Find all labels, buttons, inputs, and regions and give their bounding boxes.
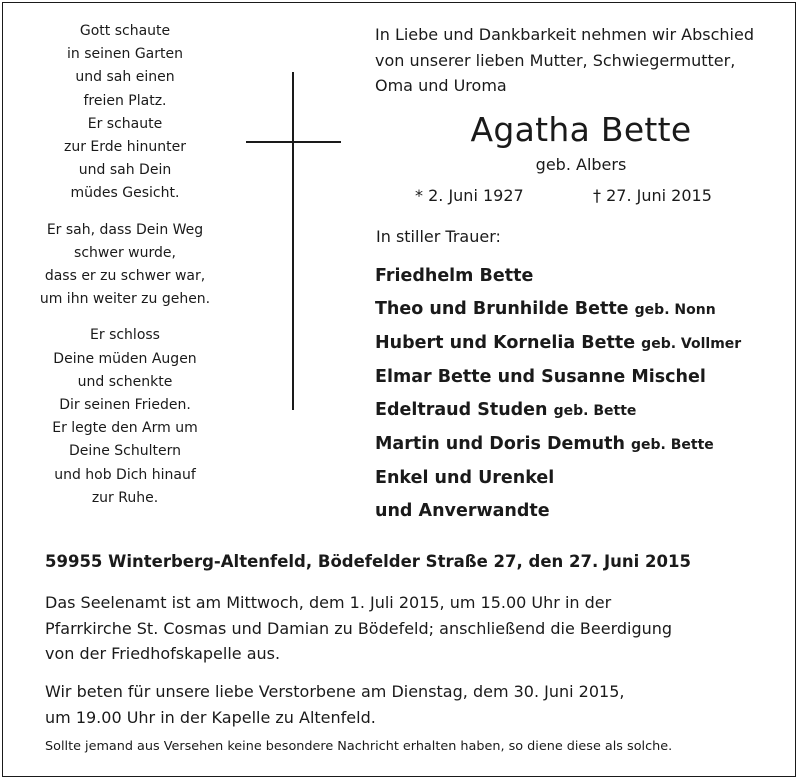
- poem-line: Er schloss: [90, 327, 160, 344]
- footnote: Sollte jemand aus Versehen keine besondere Nachricht erhalten haben, so diene diese als solche.: [45, 739, 673, 754]
- intro-line: In Liebe und Dankbarkeit nehmen wir Abschied: [375, 25, 754, 44]
- prayer-line: um 19.00 Uhr in der Kapelle zu Altenfeld.: [45, 707, 376, 727]
- poem-line: dass er zu schwer war,: [44, 268, 206, 285]
- poem-line: und sah einen: [75, 69, 175, 86]
- poem-stanza-1: [20, 20, 230, 206]
- requiem-line: Pfarrkirche St. Cosmas und Damian zu Bödefeld; anschließend die Beerdigung: [45, 618, 673, 638]
- mourner-row: [375, 394, 741, 428]
- mourner-row: [375, 260, 741, 293]
- mourner-row: [375, 361, 741, 394]
- poem-line: und hob Dich hinauf: [54, 466, 196, 483]
- poem-line: Er schaute: [87, 115, 163, 132]
- mourner-row: [375, 495, 741, 528]
- mourners-label: In stiller Trauer:: [376, 227, 501, 246]
- cross-icon-horizontal: [246, 141, 341, 143]
- mourner-row: [375, 428, 741, 462]
- mourner-maiden-name: geb. Vollmer: [641, 336, 742, 352]
- poem-line: zur Erde hinunter: [64, 139, 186, 156]
- intro-line: Oma und Uroma: [375, 76, 507, 95]
- poem-line: Dir seinen Frieden.: [59, 397, 191, 414]
- poem-line: Er legte den Arm um: [52, 420, 198, 437]
- poem-line: und sah Dein: [78, 162, 172, 179]
- birth-date: * 2. Juni 1927: [415, 186, 524, 205]
- intro-text: [375, 22, 754, 99]
- intro-line: von unserer lieben Mutter, Schwiegermutter,: [375, 50, 736, 70]
- mourner-name: und Anverwandte: [375, 501, 550, 521]
- mourner-row: [375, 462, 741, 495]
- cross-icon-vertical: [292, 72, 294, 410]
- mourner-name: Theo und Brunhilde Bette: [375, 299, 629, 319]
- poem: [20, 20, 230, 523]
- mourner-row: [375, 293, 741, 327]
- mourner-maiden-name: geb. Bette: [631, 437, 714, 453]
- poem-line: und schenkte: [77, 373, 173, 390]
- prayer-line: Wir beten für unsere liebe Verstorbene am Dienstag, dem 30. Juni 2015,: [45, 682, 625, 701]
- poem-line: in seinen Garten: [67, 46, 183, 63]
- poem-line: müdes Gesicht.: [70, 185, 180, 202]
- poem-line: zur Ruhe.: [91, 489, 159, 506]
- prayer-paragraph: [45, 679, 624, 730]
- mourner-name: Hubert und Kornelia Bette: [375, 333, 636, 353]
- poem-line: freien Platz.: [83, 92, 167, 109]
- poem-line: Gott schaute: [79, 23, 171, 39]
- poem-line: Deine müden Augen: [53, 350, 197, 367]
- mourner-maiden-name: geb. Nonn: [634, 302, 716, 318]
- maiden-name: geb. Albers: [535, 155, 627, 174]
- poem-stanza-3: [20, 324, 230, 510]
- poem-line: um ihn weiter zu gehen.: [39, 291, 211, 308]
- mourner-name: Friedhelm Bette: [375, 266, 534, 286]
- requiem-line: von der Friedhofskapelle aus.: [45, 644, 281, 663]
- poem-stanza-2: [20, 219, 230, 312]
- requiem-paragraph: [45, 590, 672, 667]
- deceased-name: Agatha Bette: [470, 110, 692, 149]
- poem-line: Deine Schultern: [69, 443, 181, 460]
- poem-line: Er sah, dass Dein Weg: [46, 221, 204, 238]
- mourners-list: [375, 260, 741, 528]
- mourner-row: [375, 327, 741, 361]
- poem-line: schwer wurde,: [74, 244, 176, 261]
- mourner-name: Elmar Bette und Susanne Mischel: [375, 367, 706, 387]
- address-line: 59955 Winterberg-Altenfeld, Bödefelder Straße 27, den 27. Juni 2015: [45, 552, 691, 571]
- requiem-line: Das Seelenamt ist am Mittwoch, dem 1. Juli 2015, um 15.00 Uhr in der: [45, 593, 612, 612]
- mourner-name: Edeltraud Studen: [375, 400, 548, 420]
- mourner-name: Martin und Doris Demuth: [375, 434, 625, 454]
- mourner-maiden-name: geb. Bette: [553, 403, 637, 419]
- mourner-name: Enkel und Urenkel: [375, 468, 555, 488]
- death-date: † 27. Juni 2015: [593, 186, 712, 205]
